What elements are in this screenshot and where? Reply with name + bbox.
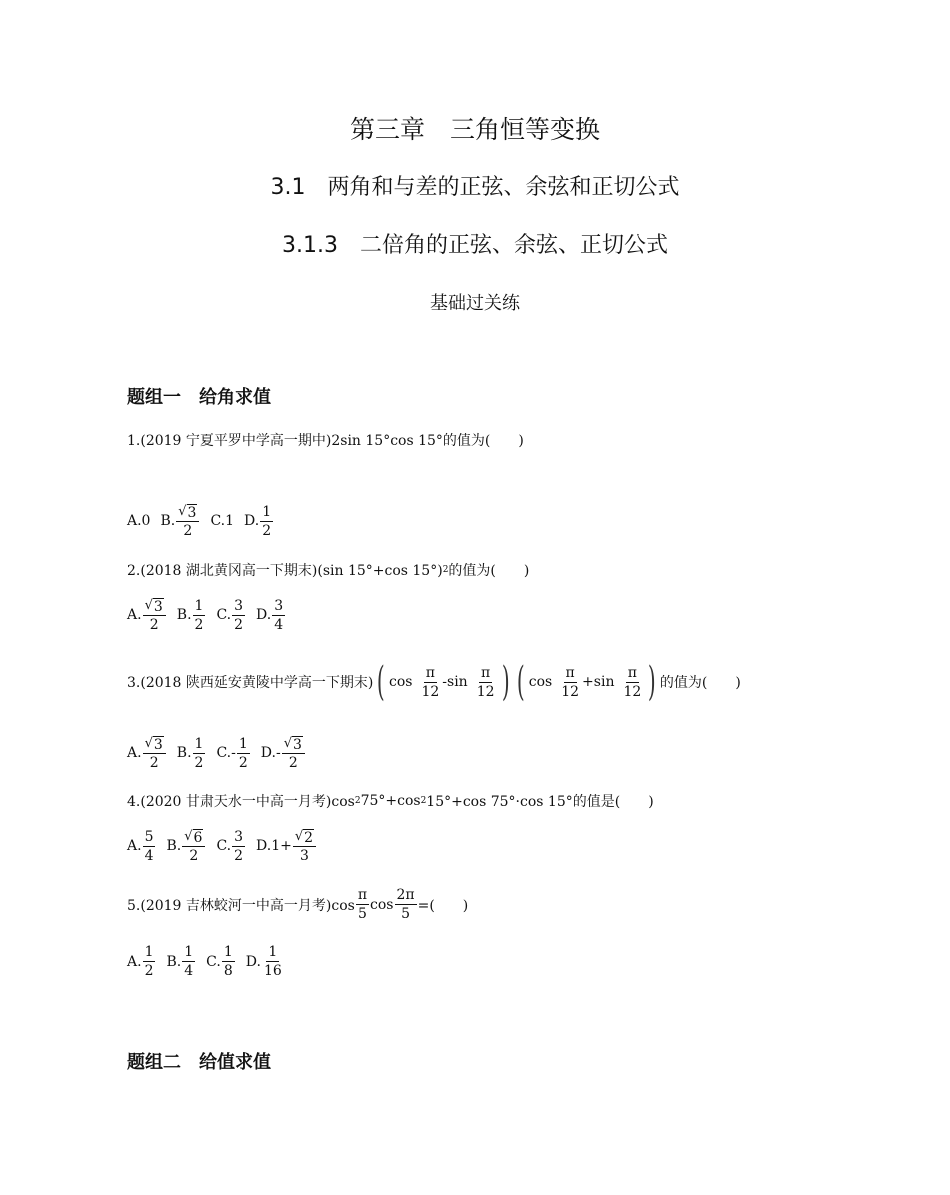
fraction: $\frac{1}{2}$ xyxy=(144,944,154,979)
option-c: C. $\frac{3}{2}$ xyxy=(216,828,244,864)
fraction: $\frac{1}{2}$ xyxy=(194,597,204,633)
fraction: √ 3 2 xyxy=(143,596,166,634)
option-b: B. $\frac{1}{4}$ xyxy=(166,944,194,979)
fraction: $\frac{1}{2}$ xyxy=(194,735,204,771)
fraction: $\frac{3}{4}$ xyxy=(274,597,284,633)
fraction: $\frac{\pi}{5}$ xyxy=(357,887,368,922)
option-b: B. $\frac{1}{2}$ xyxy=(176,735,204,771)
chapter-title: 第三章 三角恒等变换 xyxy=(349,115,600,144)
fraction: $\frac{\pi}{12}$ xyxy=(476,664,495,700)
question-5-options xyxy=(127,943,295,980)
subsection-title: 3.1.3 二倍角的正弦、余弦、正切公式 xyxy=(282,233,668,258)
option-d xyxy=(244,503,274,540)
group-heading-1: 题组一 给角求值 xyxy=(127,387,271,408)
option-b: B. $\frac{1}{2}$ xyxy=(176,597,204,633)
option-d: D.- √ 3 2 xyxy=(261,734,306,772)
question-2: 2.(2018 湖北黄冈高一下期末)(sin 15°+cos 15°) 2 的值为( ) xyxy=(127,563,530,579)
question-1-options xyxy=(127,502,284,540)
fraction: √ 3 2 xyxy=(143,734,166,772)
group-heading-2: 题组二 给值求值 xyxy=(127,1052,271,1073)
question-3-options xyxy=(127,734,316,772)
fraction: $\frac{1}{2}$ xyxy=(238,735,248,771)
option-a: A. $\frac{5}{4}$ xyxy=(127,828,154,864)
option-c: C.1 xyxy=(210,513,235,529)
fraction: $\frac{1}{16}$ xyxy=(263,944,282,979)
question-4-options xyxy=(127,827,327,865)
section-title: 3.1 两角和与差的正弦、余弦和正切公式 xyxy=(270,175,680,200)
question-2-options xyxy=(127,596,296,634)
option-a: A. √ 3 2 xyxy=(127,734,167,772)
option-d: D. $\frac{3}{4}$ xyxy=(256,597,284,633)
question-3: 3.(2018 陕西延安黄陵中学高一下期末) ( cos $\frac{\pi}{12}$ - sin $\frac{\pi}{12}$ ) ( cos $\frac{\pi}{12}$ + sin $\frac{\pi}{12}$ ) 的值为( ) xyxy=(127,659,741,705)
fraction: $\frac{\pi}{12}$ xyxy=(623,664,642,700)
fraction: $\frac{\pi}{12}$ xyxy=(421,664,440,700)
option-c: C. $\frac{3}{2}$ xyxy=(216,597,244,633)
fraction: $\frac{1}{2}$ xyxy=(262,503,272,539)
option-d: D.1+ √ 2 3 xyxy=(256,827,317,865)
option-a: A. $\frac{1}{2}$ xyxy=(127,944,154,979)
fraction: $\frac{1}{8}$ xyxy=(223,944,233,979)
fraction: √ 3 2 xyxy=(176,502,199,540)
option-a: A. √ 3 2 xyxy=(127,596,167,634)
option-c: C. $\frac{1}{8}$ xyxy=(206,944,233,979)
option-b: B. √ 6 2 xyxy=(166,827,206,865)
fraction: $\frac{3}{2}$ xyxy=(234,597,244,633)
fraction: $\frac{1}{4}$ xyxy=(184,944,194,979)
option-label: D. xyxy=(244,513,260,529)
option-a: A.0 xyxy=(127,513,151,529)
practice-heading: 基础过关练 xyxy=(430,293,520,314)
fraction: √ 2 3 xyxy=(293,827,316,865)
option-d: D. $\frac{1}{16}$ xyxy=(245,944,282,979)
question-1: 1.(2019 宁夏平罗中学高一期中)2sin 15°cos 15°的值为( ) xyxy=(127,433,524,449)
fraction: √ 6 2 xyxy=(182,827,205,865)
fraction: √ 3 2 xyxy=(282,734,305,772)
fraction: $\frac{5}{4}$ xyxy=(144,828,154,864)
fraction: $\frac{2\pi}{5}$ xyxy=(396,887,415,922)
fraction: $\frac{3}{2}$ xyxy=(234,828,244,864)
option-label: B. xyxy=(160,513,176,529)
fraction: $\frac{\pi}{12}$ xyxy=(561,664,580,700)
option-b xyxy=(160,502,200,540)
question-5: 5.(2019 吉林蛟河一中高一月考)cos $\frac{\pi}{5}$ cos $\frac{2\pi}{5}$ =( ) xyxy=(127,887,469,922)
question-4: 4.(2020 甘肃天水一中高一月考)cos 2 75°+cos 2 15°+cos 75°·cos 15°的值是( ) xyxy=(127,793,654,810)
option-c: C.- $\frac{1}{2}$ xyxy=(216,735,248,771)
